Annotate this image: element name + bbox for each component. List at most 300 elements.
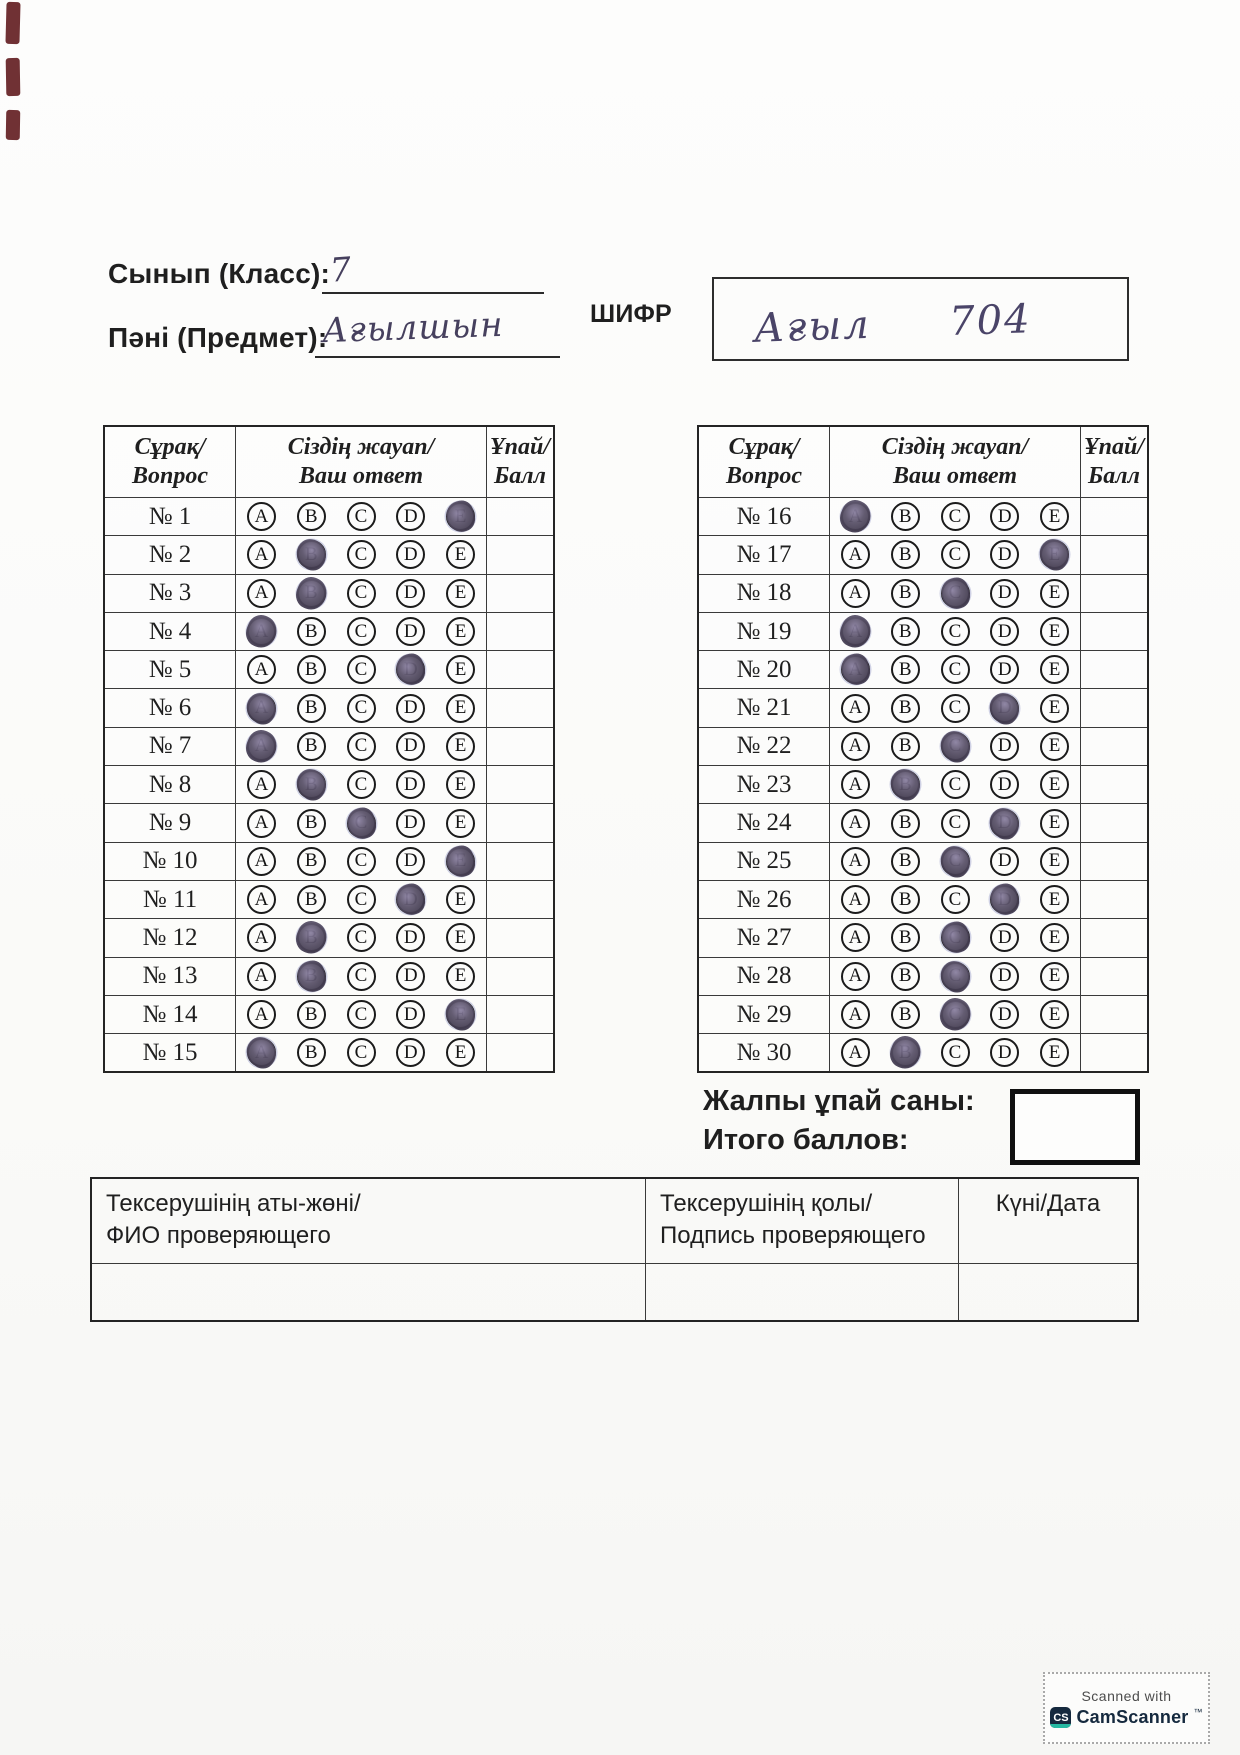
bubble-option-A[interactable] bbox=[247, 540, 276, 569]
bubble-option-D[interactable] bbox=[396, 809, 425, 838]
bubble-option-A[interactable] bbox=[247, 847, 276, 876]
bubble-group bbox=[235, 843, 487, 880]
bubble-option-C[interactable] bbox=[941, 1038, 970, 1067]
bubble-option-E[interactable] bbox=[1040, 809, 1069, 838]
question-label: № 3 bbox=[148, 579, 192, 607]
bubble-option-B-filled[interactable] bbox=[297, 540, 326, 569]
bubble-letter: D bbox=[997, 505, 1012, 527]
bubble-option-E[interactable] bbox=[1040, 732, 1069, 761]
bubble-option-C[interactable] bbox=[941, 502, 970, 531]
bubble-option-D[interactable] bbox=[396, 770, 425, 799]
total-score-box[interactable] bbox=[1010, 1089, 1140, 1165]
pencil-mark bbox=[938, 575, 973, 612]
bubble-option-D[interactable] bbox=[990, 617, 1019, 646]
bubble-option-C[interactable] bbox=[347, 502, 376, 531]
bubble-letter: B bbox=[898, 1003, 912, 1025]
bubble-option-A[interactable] bbox=[841, 1000, 870, 1029]
question-label: № 29 bbox=[736, 1000, 792, 1028]
bubble-option-C[interactable] bbox=[941, 655, 970, 684]
score-cell[interactable] bbox=[487, 651, 553, 688]
answer-row bbox=[105, 650, 553, 688]
bubble-group bbox=[829, 958, 1081, 995]
bubble-letter: E bbox=[454, 1041, 467, 1063]
bubble-option-E-filled[interactable] bbox=[446, 1000, 475, 1029]
camscanner-watermark: Scanned with CS CamScanner ™ bbox=[1043, 1672, 1210, 1744]
score-cell[interactable] bbox=[487, 996, 553, 1033]
bubble-option-A[interactable] bbox=[247, 502, 276, 531]
bubble-letter: B bbox=[898, 582, 912, 604]
bubble-letter: B bbox=[898, 505, 912, 527]
pencil-mark bbox=[884, 764, 926, 806]
bubble-letter: A bbox=[848, 850, 863, 872]
pencil-mark bbox=[393, 881, 428, 918]
bubble-letter: C bbox=[948, 505, 962, 527]
bubble-letter: C bbox=[354, 620, 368, 642]
bubble-option-D-filled[interactable] bbox=[396, 655, 425, 684]
score-cell[interactable] bbox=[1081, 575, 1147, 612]
bubble-option-C[interactable] bbox=[347, 694, 376, 723]
bubble-option-B[interactable] bbox=[891, 655, 920, 684]
bubble-option-E[interactable] bbox=[446, 579, 475, 608]
score-cell[interactable] bbox=[487, 498, 553, 535]
bubble-option-B[interactable] bbox=[297, 1000, 326, 1029]
bubble-option-E[interactable] bbox=[446, 694, 475, 723]
bubble-option-A[interactable] bbox=[247, 579, 276, 608]
bubble-option-C[interactable] bbox=[941, 694, 970, 723]
bubble-letter: C bbox=[354, 582, 368, 604]
bubble-option-B[interactable] bbox=[891, 847, 920, 876]
bubble-option-B[interactable] bbox=[891, 617, 920, 646]
bubble-option-A[interactable] bbox=[247, 1000, 276, 1029]
question-label: № 21 bbox=[736, 694, 792, 722]
bubble-letter: E bbox=[454, 582, 467, 604]
pencil-mark bbox=[291, 917, 331, 958]
bubble-letter: C bbox=[354, 926, 368, 948]
bubble-letter: C bbox=[354, 697, 368, 719]
bubble-option-C[interactable] bbox=[347, 923, 376, 952]
bubble-option-C[interactable] bbox=[347, 732, 376, 761]
bubble-option-A-filled[interactable] bbox=[247, 617, 276, 646]
bubble-option-C-filled[interactable] bbox=[941, 923, 970, 952]
bubble-group bbox=[829, 1034, 1081, 1071]
bubble-option-B-filled[interactable] bbox=[891, 770, 920, 799]
bubble-letter: B bbox=[304, 620, 318, 642]
pencil-mark bbox=[1033, 534, 1075, 576]
score-cell[interactable] bbox=[1081, 804, 1147, 841]
bubble-option-D[interactable] bbox=[396, 847, 425, 876]
bubble-option-E[interactable] bbox=[446, 962, 475, 991]
bubble-option-C[interactable] bbox=[347, 962, 376, 991]
answer-row bbox=[699, 535, 1147, 573]
bubble-option-C[interactable] bbox=[941, 885, 970, 914]
bubble-option-B-filled[interactable] bbox=[891, 1038, 920, 1067]
score-cell[interactable] bbox=[487, 536, 553, 573]
bubble-letter: E bbox=[454, 926, 467, 948]
bubble-option-E[interactable] bbox=[1040, 770, 1069, 799]
bubble-option-C[interactable] bbox=[347, 770, 376, 799]
bubble-option-E[interactable] bbox=[446, 885, 475, 914]
bubble-option-A[interactable] bbox=[247, 770, 276, 799]
question-label: № 22 bbox=[736, 732, 792, 760]
subject-underline[interactable] bbox=[315, 356, 560, 358]
bubble-letter: D bbox=[403, 620, 418, 642]
bubble-letter: C bbox=[354, 1003, 368, 1025]
answer-row bbox=[699, 880, 1147, 918]
examiner-name-cell[interactable] bbox=[92, 1264, 645, 1320]
score-cell[interactable] bbox=[1081, 1034, 1147, 1071]
bubble-option-D[interactable] bbox=[396, 694, 425, 723]
question-label: № 25 bbox=[736, 847, 792, 875]
answer-row bbox=[105, 535, 553, 573]
pencil-mark bbox=[987, 881, 1022, 918]
bubble-group bbox=[235, 498, 487, 535]
bubble-letter: E bbox=[1048, 697, 1061, 719]
bubble-option-E[interactable] bbox=[1040, 962, 1069, 991]
score-cell[interactable] bbox=[487, 728, 553, 765]
class-underline[interactable] bbox=[322, 292, 544, 294]
bubble-option-B[interactable] bbox=[891, 540, 920, 569]
bubble-option-C-filled[interactable] bbox=[941, 847, 970, 876]
bubble-option-E[interactable] bbox=[446, 732, 475, 761]
scan-artifact-mark bbox=[6, 110, 21, 140]
bubble-option-C[interactable] bbox=[347, 617, 376, 646]
total-score-label: Жалпы ұпай саны: Итого баллов: bbox=[703, 1085, 975, 1156]
answer-row bbox=[699, 842, 1147, 880]
bubble-option-D[interactable] bbox=[990, 847, 1019, 876]
bubble-group bbox=[235, 575, 487, 612]
bubble-option-E[interactable] bbox=[446, 809, 475, 838]
pencil-mark bbox=[439, 994, 481, 1036]
score-cell[interactable] bbox=[487, 919, 553, 956]
score-cell[interactable] bbox=[1081, 728, 1147, 765]
pencil-mark bbox=[938, 919, 973, 956]
score-cell[interactable] bbox=[487, 766, 553, 803]
bubble-option-A[interactable] bbox=[247, 923, 276, 952]
bubble-option-B-filled[interactable] bbox=[297, 579, 326, 608]
bubble-option-E[interactable] bbox=[1040, 502, 1069, 531]
bubble-letter: B bbox=[898, 850, 912, 872]
bubble-option-E[interactable] bbox=[446, 617, 475, 646]
bubble-option-C[interactable] bbox=[347, 1000, 376, 1029]
question-label: № 6 bbox=[148, 694, 192, 722]
bubble-option-C[interactable] bbox=[941, 617, 970, 646]
bubble-option-D[interactable] bbox=[990, 732, 1019, 761]
cipher-box[interactable] bbox=[712, 277, 1129, 361]
bubble-option-A[interactable] bbox=[841, 885, 870, 914]
bubble-letter: A bbox=[254, 1003, 269, 1025]
question-label: № 24 bbox=[736, 809, 792, 837]
bubble-option-E[interactable] bbox=[446, 655, 475, 684]
bubble-letter: D bbox=[997, 850, 1012, 872]
bubble-option-C-filled[interactable] bbox=[347, 809, 376, 838]
answer-table-header bbox=[105, 427, 553, 497]
bubble-option-D[interactable] bbox=[396, 1038, 425, 1067]
bubble-option-D[interactable] bbox=[990, 1038, 1019, 1067]
bubble-option-E-filled[interactable] bbox=[1040, 540, 1069, 569]
bubble-option-D[interactable] bbox=[396, 540, 425, 569]
bubble-letter: D bbox=[403, 505, 418, 527]
bubble-letter: E bbox=[1048, 735, 1061, 757]
bubble-option-D[interactable] bbox=[990, 1000, 1019, 1029]
bubble-option-B-filled[interactable] bbox=[297, 770, 326, 799]
bubble-letter: B bbox=[304, 850, 318, 872]
bubble-option-E[interactable] bbox=[446, 770, 475, 799]
question-label: № 23 bbox=[736, 770, 792, 798]
question-label: № 18 bbox=[736, 579, 792, 607]
bubble-option-B[interactable] bbox=[297, 655, 326, 684]
score-cell[interactable] bbox=[487, 613, 553, 650]
bubble-option-C[interactable] bbox=[347, 885, 376, 914]
bubble-option-B[interactable] bbox=[297, 885, 326, 914]
bubble-option-C[interactable] bbox=[941, 540, 970, 569]
bubble-option-E[interactable] bbox=[1040, 1000, 1069, 1029]
bubble-option-D[interactable] bbox=[990, 579, 1019, 608]
bubble-option-E[interactable] bbox=[1040, 694, 1069, 723]
bubble-option-C-filled[interactable] bbox=[941, 1000, 970, 1029]
bubble-option-A[interactable] bbox=[841, 770, 870, 799]
bubble-letter: E bbox=[1048, 888, 1061, 910]
bubble-option-A[interactable] bbox=[841, 694, 870, 723]
bubble-letter: B bbox=[304, 812, 318, 834]
answer-row bbox=[105, 688, 553, 726]
question-column-header: Сұрақ/ Вопрос bbox=[131, 433, 208, 489]
bubble-option-D[interactable] bbox=[396, 579, 425, 608]
bubble-option-B[interactable] bbox=[891, 732, 920, 761]
bubble-option-E-filled[interactable] bbox=[446, 847, 475, 876]
bubble-option-C-filled[interactable] bbox=[941, 732, 970, 761]
examiner-signature-cell[interactable] bbox=[645, 1264, 958, 1320]
bubble-option-B[interactable] bbox=[297, 809, 326, 838]
bubble-option-E[interactable] bbox=[446, 923, 475, 952]
bubble-option-A[interactable] bbox=[841, 732, 870, 761]
bubble-option-B[interactable] bbox=[891, 579, 920, 608]
bubble-option-A[interactable] bbox=[841, 847, 870, 876]
bubble-option-D[interactable] bbox=[396, 1000, 425, 1029]
bubble-letter: D bbox=[997, 965, 1012, 987]
score-cell[interactable] bbox=[1081, 651, 1147, 688]
score-column-header: Ұпай/ Балл bbox=[1083, 433, 1145, 489]
bubble-group bbox=[235, 728, 487, 765]
bubble-option-C-filled[interactable] bbox=[941, 962, 970, 991]
bubble-option-C[interactable] bbox=[347, 540, 376, 569]
class-value-handwritten[interactable]: 7 bbox=[328, 249, 353, 290]
bubble-group bbox=[235, 919, 487, 956]
pencil-mark bbox=[443, 498, 478, 535]
bubble-option-B[interactable] bbox=[891, 809, 920, 838]
bubble-option-D-filled[interactable] bbox=[990, 885, 1019, 914]
question-label: № 4 bbox=[148, 617, 192, 645]
answer-table-right bbox=[697, 425, 1149, 1073]
score-cell[interactable] bbox=[487, 689, 553, 726]
bubble-letter: A bbox=[848, 888, 863, 910]
bubble-letter: A bbox=[254, 812, 269, 834]
bubble-option-A[interactable] bbox=[841, 540, 870, 569]
bubble-letter: E bbox=[1048, 850, 1061, 872]
answer-row bbox=[699, 803, 1147, 841]
score-cell[interactable] bbox=[1081, 498, 1147, 535]
bubble-letter: C bbox=[354, 735, 368, 757]
bubble-letter: B bbox=[898, 926, 912, 948]
bubble-option-A[interactable] bbox=[247, 962, 276, 991]
bubble-option-C[interactable] bbox=[941, 809, 970, 838]
bubble-option-E[interactable] bbox=[446, 1038, 475, 1067]
bubble-option-C[interactable] bbox=[347, 579, 376, 608]
bubble-option-A-filled[interactable] bbox=[247, 694, 276, 723]
camscanner-brand: CamScanner bbox=[1076, 1707, 1189, 1727]
bubble-option-E[interactable] bbox=[1040, 847, 1069, 876]
bubble-option-B[interactable] bbox=[891, 885, 920, 914]
bubble-option-C[interactable] bbox=[347, 847, 376, 876]
bubble-option-B[interactable] bbox=[297, 732, 326, 761]
bubble-option-B[interactable] bbox=[891, 502, 920, 531]
bubble-letter: E bbox=[454, 888, 467, 910]
bubble-option-A-filled[interactable] bbox=[841, 617, 870, 646]
score-cell[interactable] bbox=[1081, 766, 1147, 803]
bubble-option-E-filled[interactable] bbox=[446, 502, 475, 531]
bubble-option-C[interactable] bbox=[941, 770, 970, 799]
bubble-letter: E bbox=[454, 697, 467, 719]
bubble-group bbox=[829, 689, 1081, 726]
bubble-letter: D bbox=[997, 582, 1012, 604]
score-cell[interactable] bbox=[1081, 843, 1147, 880]
bubble-group bbox=[829, 766, 1081, 803]
bubble-letter: A bbox=[848, 965, 863, 987]
bubble-option-B[interactable] bbox=[891, 1000, 920, 1029]
bubble-option-B[interactable] bbox=[297, 617, 326, 646]
bubble-letter: A bbox=[254, 773, 269, 795]
bubble-option-D[interactable] bbox=[396, 732, 425, 761]
bubble-option-A-filled[interactable] bbox=[841, 655, 870, 684]
bubble-group bbox=[829, 996, 1081, 1033]
bubble-option-E[interactable] bbox=[1040, 923, 1069, 952]
bubble-letter: A bbox=[848, 926, 863, 948]
examiner-name-header: Тексерушінің аты-жөні/ ФИО проверяющего bbox=[106, 1190, 361, 1249]
bubble-group bbox=[235, 613, 487, 650]
bubble-letter: B bbox=[898, 697, 912, 719]
camscanner-logo-icon: CS bbox=[1050, 1707, 1071, 1728]
score-cell[interactable] bbox=[1081, 919, 1147, 956]
bubble-option-B[interactable] bbox=[297, 502, 326, 531]
answer-row bbox=[699, 957, 1147, 995]
bubble-letter: D bbox=[403, 926, 418, 948]
bubble-option-D-filled[interactable] bbox=[990, 694, 1019, 723]
bubble-option-A[interactable] bbox=[247, 885, 276, 914]
bubble-option-B[interactable] bbox=[297, 847, 326, 876]
bubble-option-E[interactable] bbox=[1040, 655, 1069, 684]
answer-row bbox=[105, 1033, 553, 1071]
question-label: № 1 bbox=[148, 502, 192, 530]
answer-row bbox=[699, 574, 1147, 612]
bubble-group bbox=[235, 881, 487, 918]
bubble-option-E[interactable] bbox=[1040, 617, 1069, 646]
bubble-option-A-filled[interactable] bbox=[841, 502, 870, 531]
score-cell[interactable] bbox=[1081, 958, 1147, 995]
bubble-option-C-filled[interactable] bbox=[941, 579, 970, 608]
bubble-option-D[interactable] bbox=[396, 962, 425, 991]
subject-value-handwritten[interactable]: Ағылшын bbox=[321, 304, 505, 352]
bubble-group bbox=[829, 498, 1081, 535]
bubble-option-A[interactable] bbox=[841, 1038, 870, 1067]
score-cell[interactable] bbox=[487, 881, 553, 918]
bubble-option-B[interactable] bbox=[297, 694, 326, 723]
bubble-option-E[interactable] bbox=[1040, 1038, 1069, 1067]
score-cell[interactable] bbox=[1081, 881, 1147, 918]
bubble-option-D[interactable] bbox=[396, 923, 425, 952]
bubble-option-B[interactable] bbox=[891, 923, 920, 952]
score-cell[interactable] bbox=[487, 1034, 553, 1071]
question-label: № 9 bbox=[148, 809, 192, 837]
bubble-letter: D bbox=[997, 620, 1012, 642]
score-cell[interactable] bbox=[487, 843, 553, 880]
bubble-option-C[interactable] bbox=[347, 1038, 376, 1067]
bubble-option-B[interactable] bbox=[891, 694, 920, 723]
bubble-option-A-filled[interactable] bbox=[247, 1038, 276, 1067]
bubble-option-D[interactable] bbox=[990, 540, 1019, 569]
pencil-mark bbox=[393, 651, 428, 688]
bubble-letter: A bbox=[254, 965, 269, 987]
bubble-letter: B bbox=[898, 888, 912, 910]
bubble-option-D[interactable] bbox=[990, 502, 1019, 531]
bubble-option-B-filled[interactable] bbox=[297, 923, 326, 952]
bubble-letter: D bbox=[403, 1041, 418, 1063]
bubble-option-D-filled[interactable] bbox=[990, 809, 1019, 838]
score-cell[interactable] bbox=[1081, 613, 1147, 650]
pencil-mark bbox=[290, 764, 332, 806]
bubble-option-B[interactable] bbox=[891, 962, 920, 991]
bubble-letter: B bbox=[304, 658, 318, 680]
bubble-option-A[interactable] bbox=[841, 579, 870, 608]
bubble-option-A[interactable] bbox=[841, 923, 870, 952]
bubble-option-D[interactable] bbox=[396, 617, 425, 646]
score-cell[interactable] bbox=[1081, 689, 1147, 726]
bubble-option-D[interactable] bbox=[990, 923, 1019, 952]
date-cell[interactable] bbox=[958, 1264, 1137, 1320]
bubble-option-E[interactable] bbox=[446, 540, 475, 569]
score-cell[interactable] bbox=[487, 575, 553, 612]
bubble-option-E[interactable] bbox=[1040, 885, 1069, 914]
score-cell[interactable] bbox=[487, 804, 553, 841]
bubble-option-A[interactable] bbox=[841, 809, 870, 838]
score-cell[interactable] bbox=[1081, 536, 1147, 573]
bubble-letter: E bbox=[454, 658, 467, 680]
bubble-letter: C bbox=[948, 888, 962, 910]
bubble-option-A[interactable] bbox=[247, 809, 276, 838]
score-cell[interactable] bbox=[487, 958, 553, 995]
cipher-label: ШИФР bbox=[590, 300, 672, 328]
bubble-option-A[interactable] bbox=[247, 655, 276, 684]
bubble-option-D[interactable] bbox=[990, 655, 1019, 684]
bubble-option-A[interactable] bbox=[841, 962, 870, 991]
answer-row bbox=[105, 918, 553, 956]
answer-column-header: Сіздің жауап/ Ваш ответ bbox=[235, 427, 487, 497]
bubble-option-C[interactable] bbox=[347, 655, 376, 684]
score-cell[interactable] bbox=[1081, 996, 1147, 1033]
bubble-letter: D bbox=[997, 1041, 1012, 1063]
bubble-letter: D bbox=[403, 735, 418, 757]
question-label: № 28 bbox=[736, 962, 792, 990]
bubble-option-D-filled[interactable] bbox=[396, 885, 425, 914]
pencil-mark bbox=[240, 687, 282, 729]
bubble-letter: E bbox=[1048, 926, 1061, 948]
bubble-option-A-filled[interactable] bbox=[247, 732, 276, 761]
bubble-option-E[interactable] bbox=[1040, 579, 1069, 608]
bubble-option-D[interactable] bbox=[990, 962, 1019, 991]
bubble-letter: D bbox=[403, 1003, 418, 1025]
bubble-option-D[interactable] bbox=[990, 770, 1019, 799]
bubble-option-B-filled[interactable] bbox=[297, 962, 326, 991]
bubble-option-B[interactable] bbox=[297, 1038, 326, 1067]
bubble-option-D[interactable] bbox=[396, 502, 425, 531]
